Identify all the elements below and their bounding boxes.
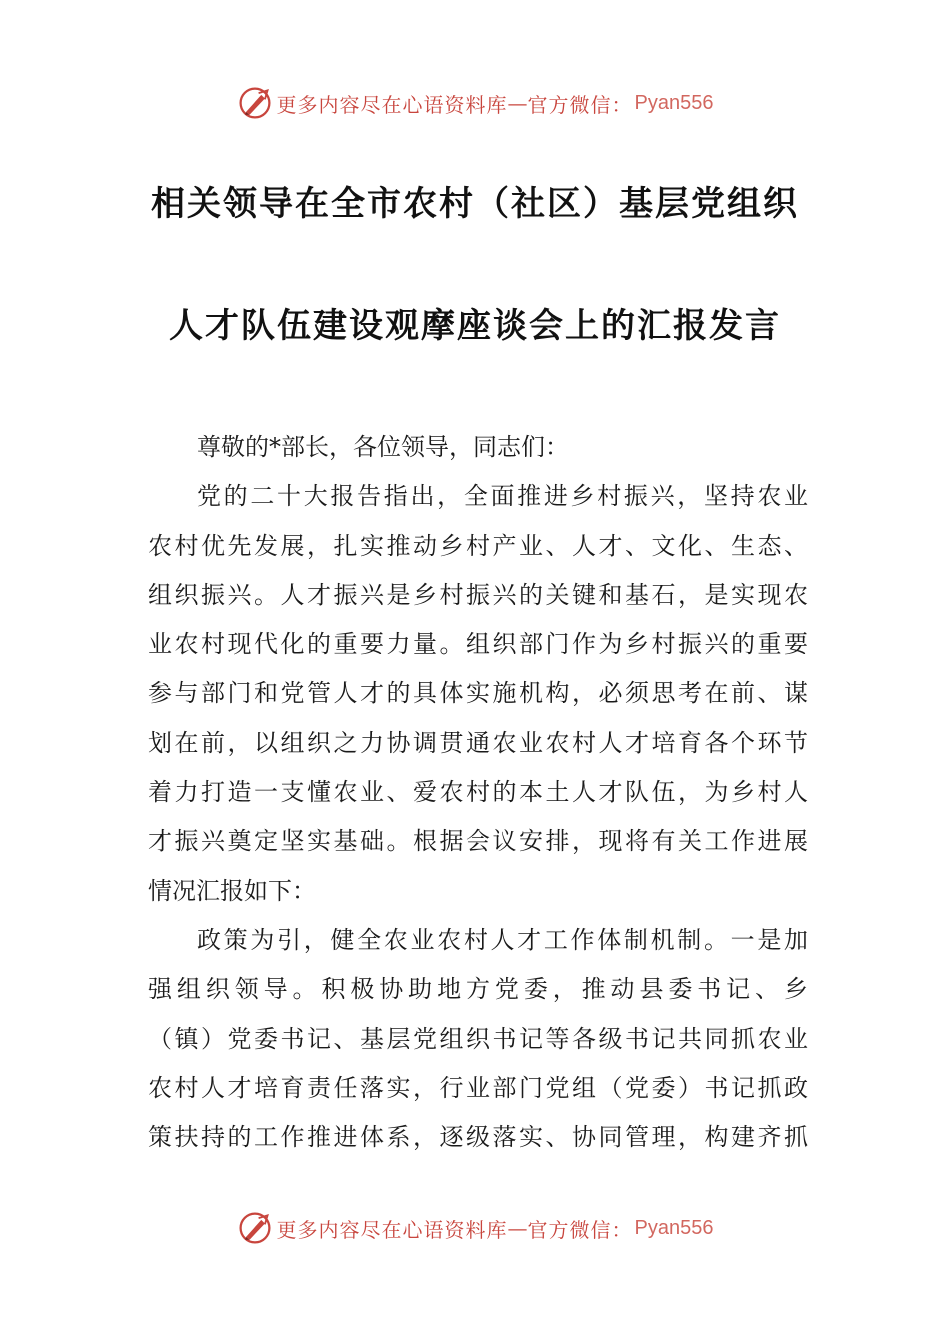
body-line: 党的二十大报告指出，全面推进乡村振兴，坚持农业 (197, 482, 808, 511)
watermark-main-text: 更多内容尽在心语资料库 (276, 1217, 508, 1242)
watermark-footer (0, 1208, 950, 1248)
body-line: 参与部门和党管人才的具体实施机构，必须思考在前、谋 (148, 679, 808, 708)
watermark-wechat-id: Pyan556 (634, 1216, 714, 1239)
document-title-line-2: 人才队伍建设观摩座谈会上的汇报发言 (169, 306, 781, 346)
document-title-line-1: 相关领导在全市农村（社区）基层党组织 (151, 184, 799, 224)
watermark-wechat-label: 官方微信： (527, 92, 633, 117)
body-line: 策扶持的工作推进体系，逐级落实、协同管理，构建齐抓 (148, 1123, 808, 1152)
body-line: 组织振兴。人才振兴是乡村振兴的关键和基石，是实现农 (148, 580, 808, 609)
salutation-line: 尊敬的*部长，各位领导，同志们： (197, 433, 569, 461)
body-line: 强组织领导。积极协助地方党委，推动县委书记、乡 (148, 975, 808, 1004)
watermark-dash: — (507, 1216, 528, 1240)
watermark-wechat-id: Pyan556 (634, 91, 714, 114)
body-line: 情况汇报如下： (148, 876, 316, 905)
body-line: 划在前，以组织之力协调贯通农业农村人才培育各个环节 (148, 728, 808, 757)
body-line: （镇）党委书记、基层党组织书记等各级书记共同抓农业 (148, 1024, 808, 1053)
watermark-dash: — (507, 91, 528, 115)
watermark-header (0, 83, 950, 123)
body-line: 业农村现代化的重要力量。组织部门作为乡村振兴的重要 (148, 630, 808, 659)
pen-logo-icon (237, 85, 273, 121)
watermark-wechat-label: 官方微信： (527, 1217, 633, 1242)
body-line: 政策为引，健全农业农村人才工作体制机制。一是加 (197, 925, 808, 954)
pen-logo-icon (237, 1210, 273, 1246)
body-line: 农村优先发展，扎实推动乡村产业、人才、文化、生态、 (148, 531, 808, 560)
watermark-main-text: 更多内容尽在心语资料库 (276, 92, 508, 117)
body-line: 着力打造一支懂农业、爱农村的本土人才队伍，为乡村人 (148, 778, 808, 807)
body-line: 才振兴奠定坚实基础。根据会议安排，现将有关工作进展 (148, 827, 808, 856)
body-line: 农村人才培育责任落实，行业部门党组（党委）书记抓政 (148, 1073, 808, 1102)
document-body (148, 423, 808, 1162)
